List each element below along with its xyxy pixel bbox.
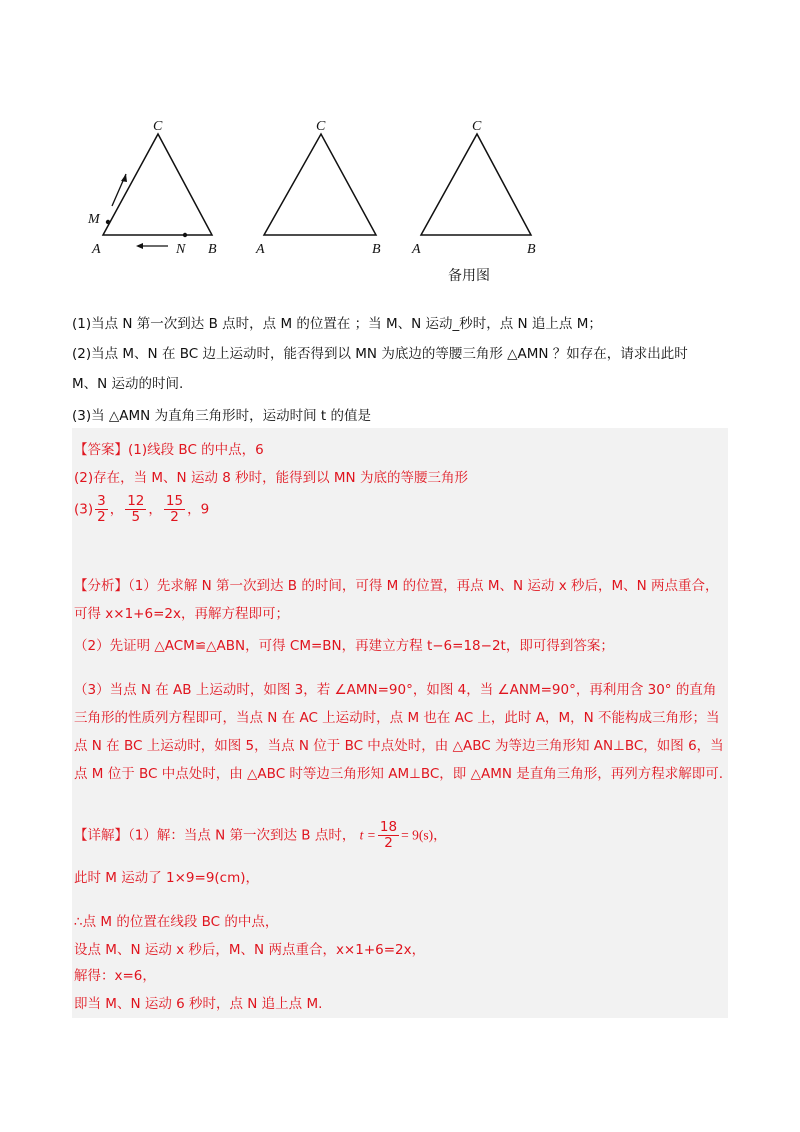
- label-a-1: A: [92, 242, 101, 257]
- question-2-line-2: M、N 运动的时间.: [72, 376, 184, 392]
- answer-line-3: (3) $\frac{3}{2}$ ， $\frac{12}{5}$ ， $\frac{15}{2}$ ，9: [74, 493, 210, 525]
- triangle-abc-1: [103, 134, 212, 235]
- detail-line-4: 设点 M、N 运动 x 秒后，M、N 两点重合，x×1+6=2x，: [74, 942, 426, 958]
- label-b-3: B: [527, 242, 536, 257]
- label-a-3: A: [412, 242, 421, 257]
- label-b-1: B: [208, 242, 217, 257]
- fraction-3-2: $\frac{3}{2}$: [97, 493, 106, 525]
- label-c-3: C: [472, 119, 482, 134]
- point-m: [106, 220, 110, 224]
- question-2-line-1: (2)当点 M、N 在 BC 边上运动时，能否得到以 MN 为底边的等腰三角形 △AMN ？如存在，请求出此时: [72, 346, 688, 362]
- figure-3: [411, 119, 536, 284]
- label-b-2: B: [372, 242, 381, 257]
- analysis-part-1: 【分析】（1）先求解 N 第一次到达 B 的时间，可得 M 的位置，再点 M、N 运动 x 秒后，M、N 两点重合，可得 x×1+6=2x，再解方程即可；: [74, 578, 719, 622]
- answer-line-2: (2)存在，当 M、N 运动 8 秒时，能得到以 MN 为底的等腰三角形: [74, 470, 468, 486]
- fraction-15-2: $\frac{15}{2}$: [165, 493, 184, 525]
- label-c-1: C: [153, 119, 163, 134]
- figures-area: [80, 108, 560, 288]
- detail-line-1: [74, 820, 447, 851]
- label-c-2: C: [316, 119, 326, 134]
- figure-1: [87, 119, 217, 257]
- detail-1-prefix: 【详解】（1）解：当点 N 第一次到达 B 点时，: [74, 827, 356, 844]
- fraction-12-5: $\frac{12}{5}$: [127, 493, 145, 525]
- label-m-1: M: [88, 212, 100, 227]
- answer-line-1: 【答案】(1)线段 BC 的中点，6: [74, 442, 264, 458]
- triangle-abc-2: [264, 134, 376, 235]
- triangle-abc-3: [421, 134, 531, 235]
- detail-line-2: 此时 M 运动了 1×9=9(cm)，: [74, 870, 260, 886]
- question-1: (1)当点 N 第一次到达 B 点时，点 M 的位置在 ；当 M、N 运动_秒时，点 N 追上点 M；: [72, 316, 602, 332]
- label-n-1: N: [176, 242, 186, 257]
- label-a-2: A: [256, 242, 265, 257]
- detail-line-3: ∴点 M 的位置在线段 BC 的中点，: [74, 914, 279, 930]
- backup-figure-caption: 备用图: [448, 268, 490, 284]
- figure-2: [255, 119, 381, 257]
- arrowhead-left-icon: [136, 243, 143, 249]
- detail-line-6: 即当 M、N 运动 6 秒时，点 N 追上点 M.: [74, 996, 323, 1012]
- detail-line-5: 解得：x=6，: [74, 968, 156, 984]
- detail-1-tail: = 9(s)，: [401, 827, 447, 843]
- arrowhead-up-icon: [121, 174, 127, 182]
- point-n: [183, 233, 187, 237]
- triangle-figures: [80, 108, 560, 288]
- answer-3-prefix: (3): [74, 501, 94, 518]
- fraction-18-2: $\frac{18}{2}$: [379, 819, 398, 851]
- answer-3-tail: ，9: [187, 501, 210, 518]
- detail-1-t: t =: [359, 827, 376, 843]
- analysis-part-3: （3）当点 N 在 AB 上运动时，如图 3，若 ∠AMN=90°，如图 4，当 ∠ANM=90°，再利用含 30° 的直角三角形的性质列方程即可，当点 N 在 AC 上运动时，点 M 也在 AC 上，此时 A，M，N 不能构成三角形；当点 N 在 BC 上运动时，如图 5，当点 N 位于 BC 中点处时，由 △ABC 为等边三角形知 AN⊥BC，如图 6，当点 M 位于 BC 中点处时，由 △ABC 时等边三角形知 AM⊥BC，即 △AMN 是直角三角形，再列方程求解即可.: [74, 682, 724, 782]
- question-3: (3)当 △AMN 为直角三角形时，运动时间 t 的值是: [72, 408, 371, 424]
- analysis-part-2: （2）先证明 △ACM≌△ABN，可得 CM=BN，再建立方程 t−6=18−2t，即可得到答案；: [74, 638, 614, 654]
